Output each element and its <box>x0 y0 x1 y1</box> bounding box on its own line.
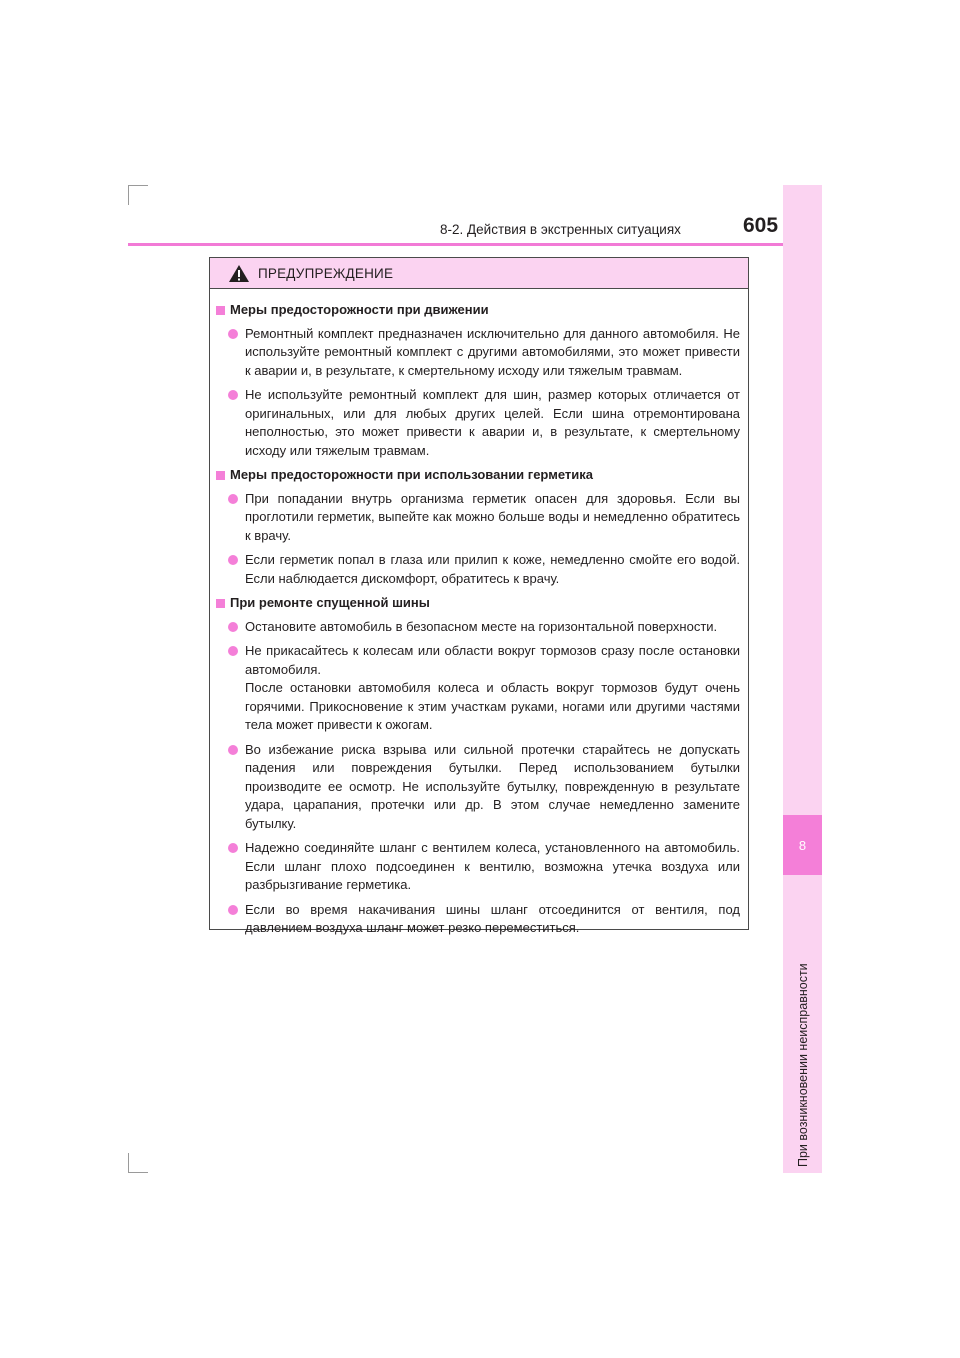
section-heading <box>216 301 740 320</box>
list-item <box>216 901 740 938</box>
crop-mark-bottom-vertical <box>128 1153 129 1173</box>
list-item-text <box>245 386 740 460</box>
warning-section <box>216 594 740 938</box>
circle-bullet-icon <box>228 390 238 400</box>
circle-bullet-icon <box>228 622 238 632</box>
circle-bullet-icon <box>228 555 238 565</box>
circle-bullet-icon <box>228 745 238 755</box>
section-heading-text: Меры предосторожности при движении <box>230 302 489 317</box>
section-heading <box>216 466 740 485</box>
header-divider <box>128 243 818 246</box>
list-item-text <box>245 839 740 895</box>
warning-title: ПРЕДУПРЕЖДЕНИЕ <box>258 265 394 281</box>
paragraph: Надежно соединяйте шланг с вентилем колеса, установленного на автомобиль. Если шланг плохо подсоединен к вентилю, возможна утечка воздуха или разбрызгивание герметика. <box>245 840 740 892</box>
crop-mark-bottom-horizontal <box>128 1172 148 1173</box>
section-heading-text: Меры предосторожности при использовании герметика <box>230 467 593 482</box>
list-item <box>216 642 740 735</box>
list-item <box>216 325 740 381</box>
paragraph: Если во время накачивания шины шланг отсоединится от вентиля, под давлением воздуха шланг может резко переместиться. <box>245 901 740 935</box>
warning-header <box>210 258 748 289</box>
circle-bullet-icon <box>228 646 238 656</box>
paragraph: Не используйте ремонтный комплект для шин, размер которых отличается от оригинальных, или для любых других целей. Если шина отремонтирована неполностью, это может привести к аварии и, в результате, к смертельному исходу или тяжелым травмам. <box>245 387 740 458</box>
section-heading <box>216 594 740 613</box>
list-item <box>216 839 740 895</box>
circle-bullet-icon <box>228 843 238 853</box>
circle-bullet-icon <box>228 905 238 915</box>
list-item-text <box>245 618 740 637</box>
crop-mark-top-horizontal <box>128 185 148 186</box>
paragraph: Если герметик попал в глаза или прилип к коже, немедленно смойте его водой. Если наблюдается дискомфорт, обратитесь к врачу. <box>245 552 740 586</box>
paragraph: При попадании внутрь организма герметик опасен для здоровья. Если вы проглотили герметик, выпейте как можно больше воды и немедленно обратитесь к врачу. <box>245 490 740 543</box>
list-item-text <box>245 901 740 938</box>
paragraph: Остановите автомобиль в безопасном месте на горизонтальной поверхности. <box>245 618 718 634</box>
chapter-title: При возникновении неисправности <box>796 963 810 1167</box>
crop-mark-top-vertical <box>128 185 129 205</box>
list-item <box>216 490 740 546</box>
chapter-number: 8 <box>783 815 822 875</box>
warning-body <box>210 289 748 938</box>
list-item <box>216 741 740 834</box>
paragraph: Ремонтный комплект предназначен исключительно для данного автомобиля. Не используйте ремонтный комплект с другими автомобилями, это может привести к аварии и, в результате, к смертельному исходу или тяжелым травмам. <box>245 325 740 378</box>
warning-section <box>216 301 740 460</box>
paragraph: Не прикасайтесь к колесам или области вокруг тормозов сразу после остановки автомобиля. <box>245 643 740 677</box>
warning-section <box>216 466 740 588</box>
list-item <box>216 551 740 588</box>
paragraph: После остановки автомобиля колеса и область вокруг тормозов будут очень горячими. Прикосновение к этим участкам руками, ногами или другими частями тела может привести к ожогам. <box>245 680 740 732</box>
chapter-side-tab <box>783 185 822 1173</box>
square-bullet-icon <box>216 306 225 315</box>
list-item-text <box>245 490 740 546</box>
square-bullet-icon <box>216 471 225 480</box>
warning-box <box>209 257 749 935</box>
list-item <box>216 386 740 460</box>
list-item <box>216 618 740 637</box>
list-item-text <box>245 325 740 381</box>
section-title: 8-2. Действия в экстренных ситуациях <box>440 222 681 237</box>
list-item-text <box>245 551 740 588</box>
page-number: 605 <box>743 214 779 237</box>
warning-triangle-icon <box>228 264 250 283</box>
list-item-text <box>245 741 740 834</box>
square-bullet-icon <box>216 599 225 608</box>
list-item-text <box>245 642 740 735</box>
circle-bullet-icon <box>228 329 238 339</box>
paragraph: Во избежание риска взрыва или сильной протечки старайтесь не допускать падения или повреждения бутылки. Перед использованием бутылки производите ее осмотр. Не используйте бутылку, поврежденную в результате удара, царапания, протечки или др. В этом случае немедленно замените бутылку. <box>245 741 740 831</box>
section-heading-text: При ремонте спущенной шины <box>230 595 430 610</box>
circle-bullet-icon <box>228 494 238 504</box>
